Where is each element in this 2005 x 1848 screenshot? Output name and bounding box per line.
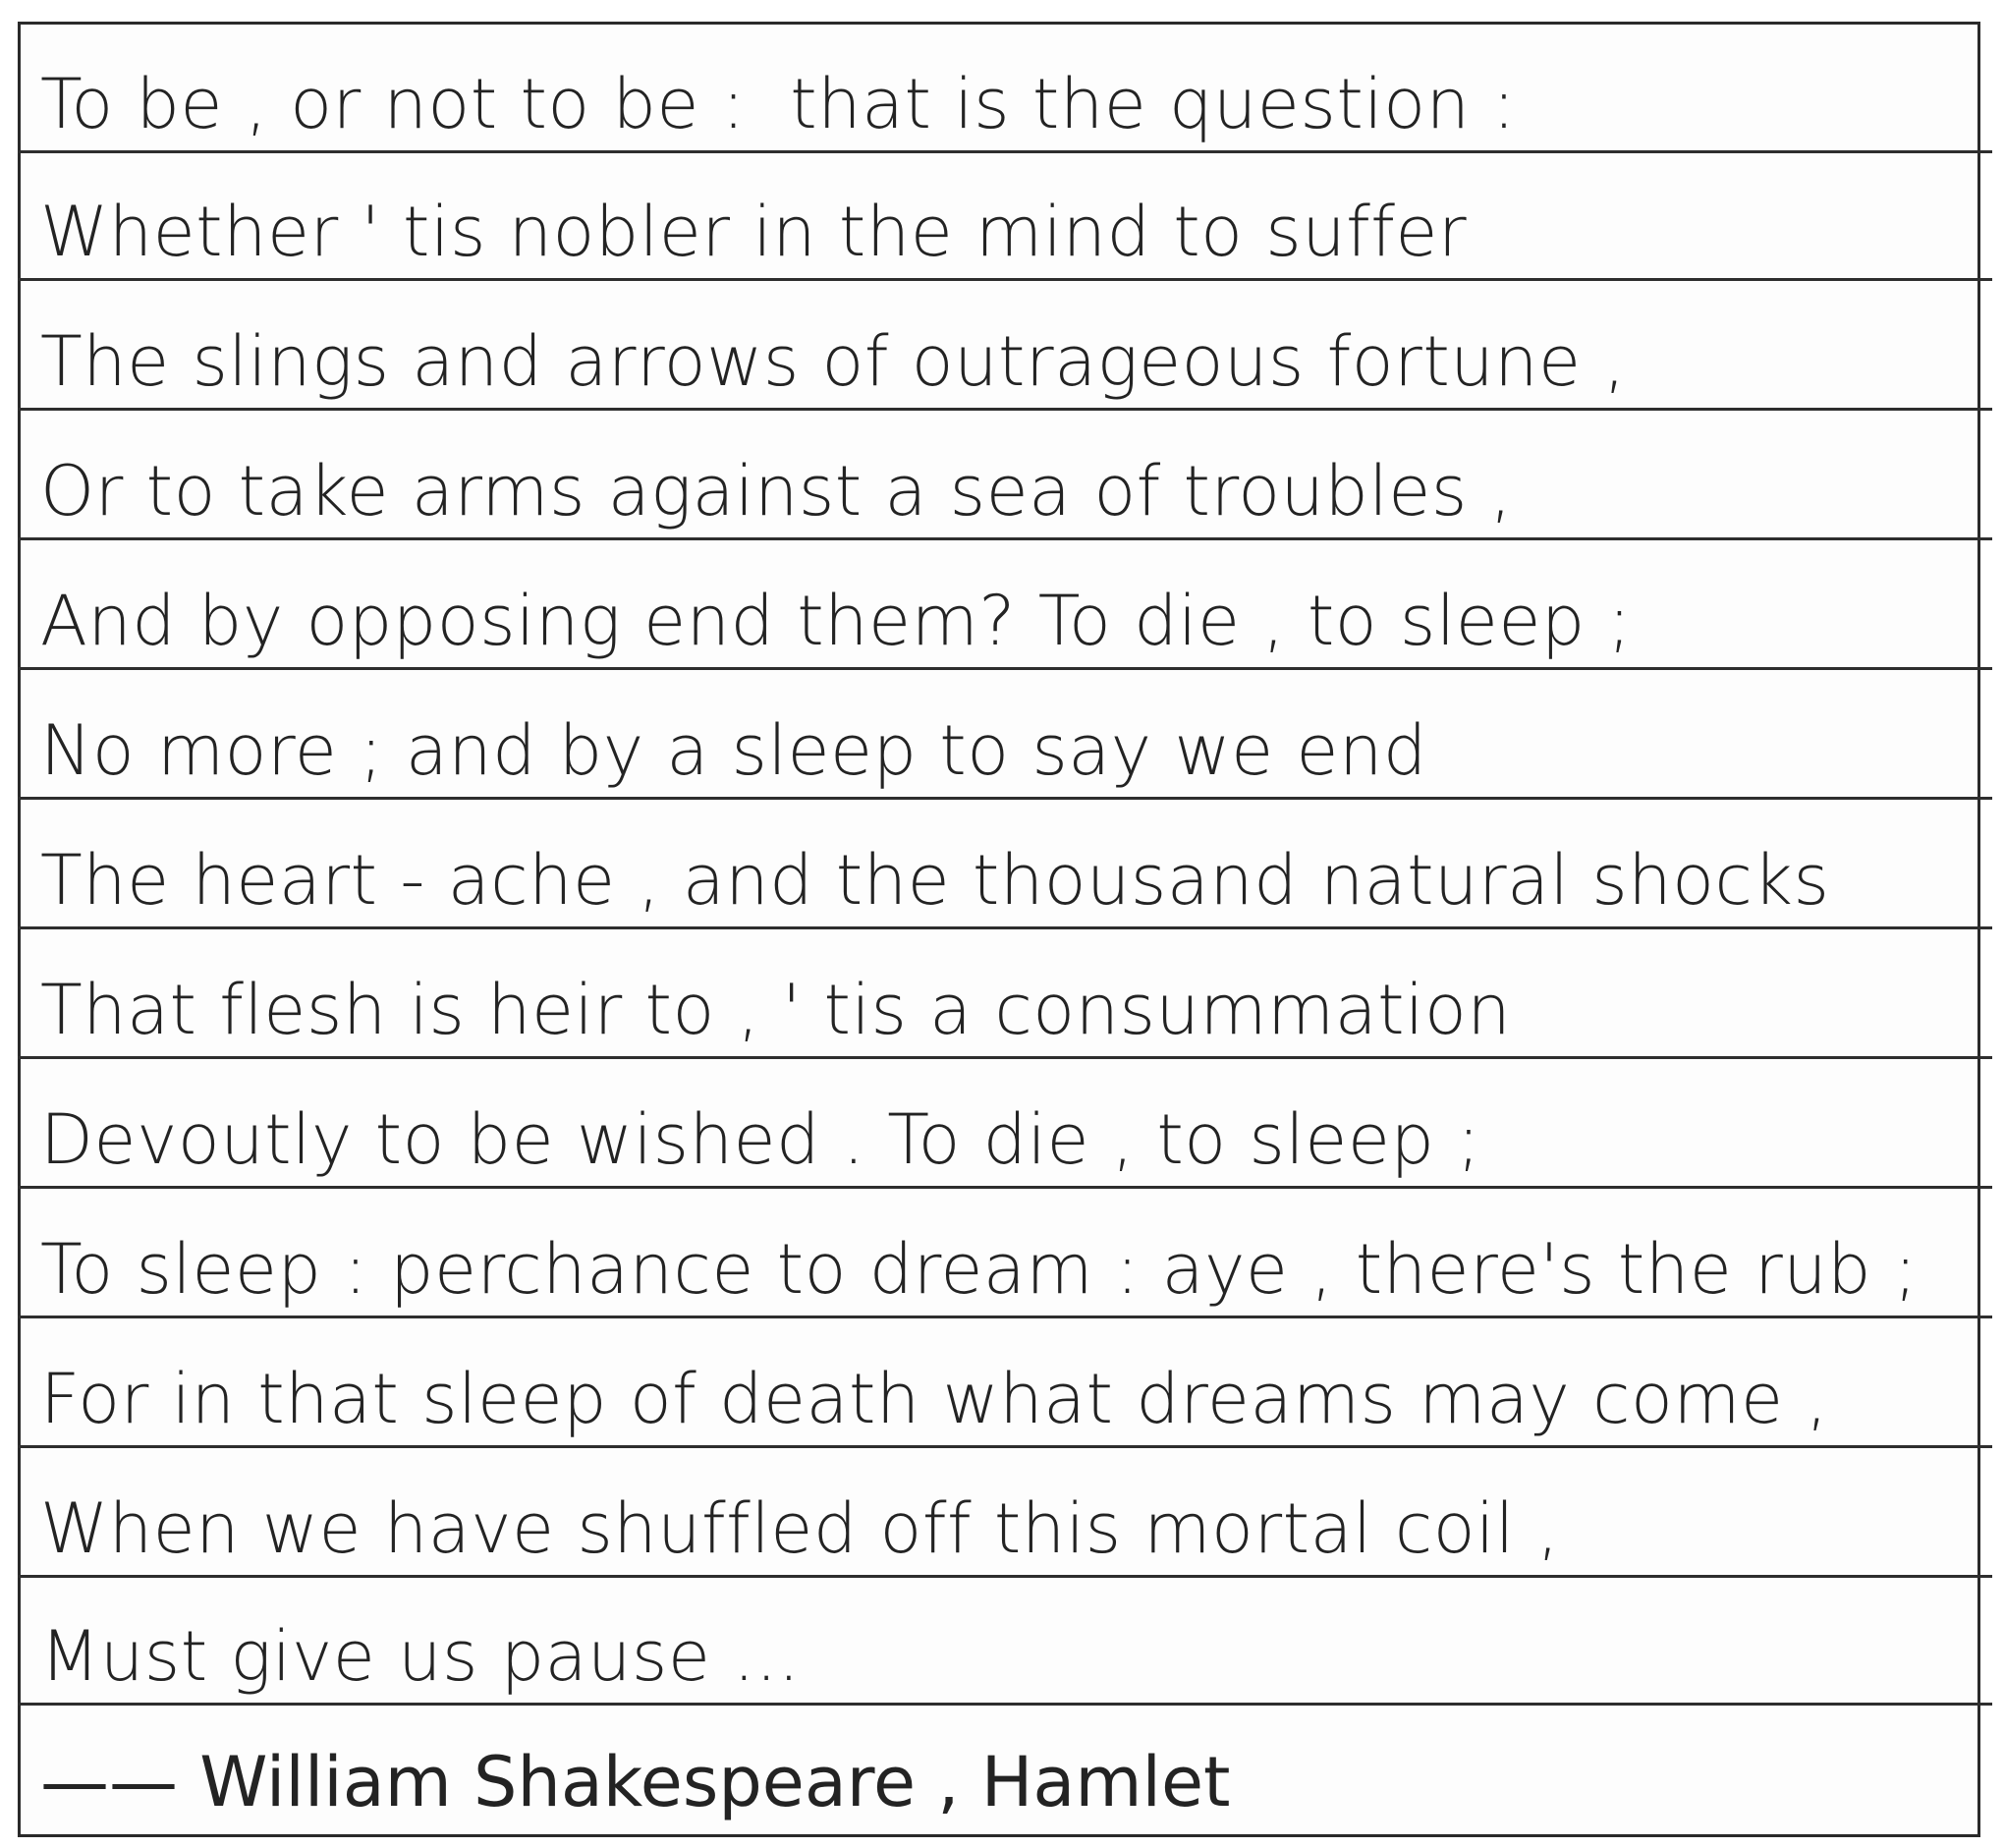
poem-line-text: When we have shuffled off this mortal coil , bbox=[40, 1488, 1560, 1569]
poem-line bbox=[40, 1457, 1559, 1575]
poem-line bbox=[40, 1327, 1828, 1445]
poem-line bbox=[40, 549, 1632, 667]
poem-line-text: Must give us pause ... bbox=[40, 1616, 801, 1697]
poem-line-text: To be , or not to be : that is the question : bbox=[40, 64, 1517, 144]
poem-line-text: Whether ' tis nobler in the mind to suffer bbox=[40, 192, 1468, 272]
poem-line-text: The heart - ache , and the thousand natural shocks bbox=[40, 840, 1830, 921]
poem-line-text: For in that sleep of death what dreams may come , bbox=[40, 1359, 1829, 1439]
ruled-line bbox=[18, 1575, 1992, 1578]
ruled-line bbox=[18, 1316, 1992, 1318]
ruled-line bbox=[18, 1056, 1992, 1059]
ruled-line bbox=[18, 1445, 1992, 1448]
ruled-line bbox=[18, 408, 1992, 411]
attribution-text: —— William Shakespeare , Hamlet bbox=[40, 1742, 1231, 1822]
ruled-line bbox=[18, 797, 1992, 800]
poem-line bbox=[40, 290, 1626, 408]
lined-paper bbox=[18, 22, 1980, 1837]
poem-line bbox=[40, 1198, 1918, 1316]
poem-line bbox=[40, 938, 1511, 1056]
ruled-line bbox=[18, 926, 1992, 929]
poem-line bbox=[40, 32, 1516, 150]
poem-line bbox=[40, 679, 1427, 797]
ruled-line bbox=[18, 278, 1992, 281]
poem-line bbox=[40, 160, 1467, 278]
poem-line-text: Or to take arms against a sea of troubles , bbox=[40, 451, 1513, 532]
poem-line-text: That flesh is heir to , ' tis a consummation bbox=[40, 970, 1512, 1050]
poem-line bbox=[40, 420, 1512, 537]
poem-line-text: And by opposing end them? To die , to sleep ; bbox=[40, 581, 1632, 661]
ruled-line bbox=[18, 537, 1992, 540]
ruled-line bbox=[18, 1186, 1992, 1189]
poem-line-text: No more ; and by a sleep to say we end bbox=[40, 710, 1427, 791]
ruled-line bbox=[18, 150, 1992, 153]
attribution bbox=[40, 1712, 1230, 1830]
ruled-line bbox=[18, 1703, 1992, 1706]
poem-line-text: To sleep : perchance to dream : aye , there's the rub ; bbox=[40, 1229, 1918, 1310]
poem-line-text: Devoutly to be wished . To die , to sleep ; bbox=[40, 1099, 1481, 1180]
poem-line bbox=[40, 1585, 800, 1703]
ruled-line bbox=[18, 667, 1992, 670]
poem-line bbox=[40, 809, 1829, 926]
poem-line-text: The slings and arrows of outrageous fortune , bbox=[40, 321, 1627, 402]
poem-line bbox=[40, 1068, 1480, 1186]
